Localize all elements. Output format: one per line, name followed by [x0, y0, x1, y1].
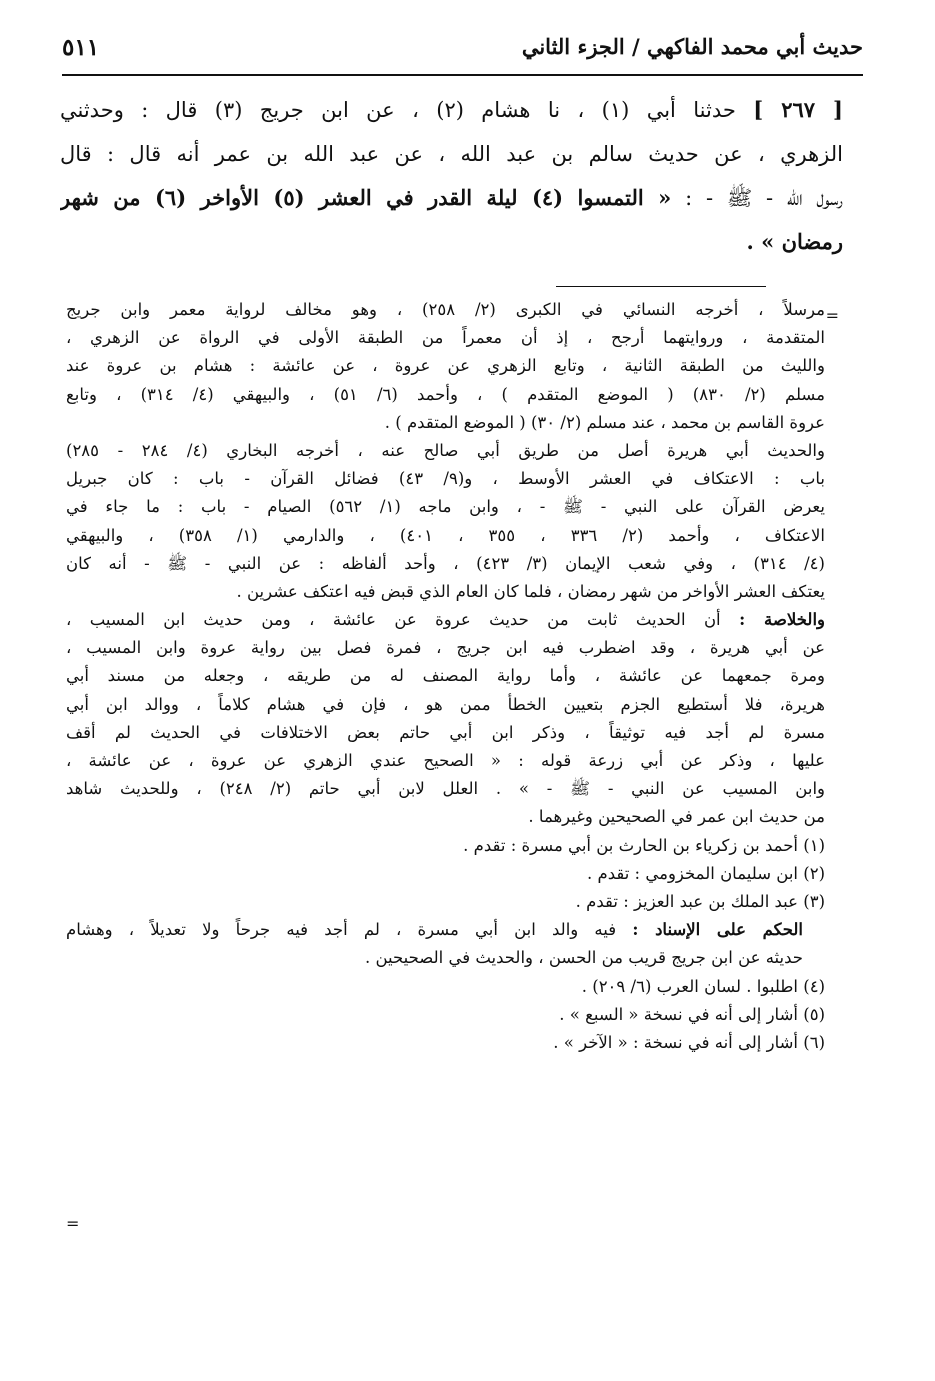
ruling-label: الحكم على الإسناد :: [632, 920, 803, 940]
numbered-footnote: (٦) أشار إلى أنه في نسخة : « الآخر » .: [553, 1032, 825, 1052]
continuation-mark: =: [825, 306, 839, 325]
header-rule: [62, 74, 863, 76]
numbered-footnote: (٥) أشار إلى أنه في نسخة « السبع » .: [559, 1004, 825, 1024]
footnote-line: مسلم (٢/ ٨٣٠) ( الموضع المتقدم ) ، وأحمد (٦/ ٥١) ، والبيهقي (٤/ ٣١٤) ، وتابع: [66, 384, 825, 404]
conclusion-line: هريرة، فلا أستطيع الجزم بتعيين الخطأ ممن هو ، فإن في هشام كلاماً ، ووالد ابن أبي: [66, 694, 825, 714]
ruling-line: [66, 916, 825, 944]
conclusion-line: [66, 606, 825, 634]
footnote-line: عروة القاسم بن محمد ، عند مسلم (٢/ ٣٠) ( الموضع المتقدم ) .: [384, 412, 825, 432]
conclusion-label: والخلاصة :: [739, 610, 825, 630]
continuation-mark-bottom: =: [66, 1214, 80, 1233]
footnote-line: الاعتكاف ، وأحمد (٢/ ٣٣٦ ، ٣٥٥ ، ٤٠١) ، والدارمي (١/ ٣٥٨) ، والبيهقي: [66, 525, 825, 545]
footnote-separator: [556, 286, 766, 287]
numbered-footnote: (١) أحمد بن زكرياء بن الحارث بن أبي مسرة : تقدم .: [463, 835, 825, 855]
numbered-footnote: (٣) عبد الملك بن عبد العزيز : تقدم .: [575, 891, 825, 911]
hadith-line-3-plain: رسول الله - ﷺ - :: [685, 186, 843, 210]
footnote-line: والحديث أبي هريرة أصل من طريق أبي صالح عنه ، أخرجه البخاري (٤/ ٢٨٤ - ٢٨٥): [66, 440, 825, 460]
hadith-line-1-text: حدثنا أبي (١) ، نا هشام (٢) ، عن ابن جريج (٣) قال : وحدثني: [60, 98, 736, 122]
conclusion-line: وابن المسيب عن النبي - ﷺ - » . العلل لابن أبي حاتم (٢/ ٢٤٨) ، وللحديث شاهد: [66, 779, 825, 799]
hadith-quote: « التمسوا (٤) ليلة القدر في العشر (٥) الأواخر (٦) من شهر: [60, 185, 672, 210]
footnote-line: يعرض القرآن على النبي - ﷺ - ، وابن ماجه (١/ ٥٦٢) الصيام - باب : ما جاء في: [66, 497, 825, 517]
footnotes: [66, 296, 825, 1057]
conclusion-line: مسرة لم أجد فيه توثيقاً ، وذكر ابن أبي حاتم بعض الاختلافات في الحديث لم أقف: [66, 722, 825, 742]
hadith-text: [60, 88, 843, 264]
footnote-line: والليث من الطبقة الثانية ، وتابع الزهري عن عروة ، عن عائشة : هشام بن عروة عند: [66, 356, 825, 376]
hadith-line-1: [60, 88, 843, 132]
numbered-footnote: (٤) اطلبوا . لسان العرب (٦/ ٢٠٩) .: [581, 976, 825, 996]
footnote-line: مرسلاً ، أخرجه النسائي في الكبرى (٢/ ٢٥٨) ، وهو مخالف لرواية معمر وابن جريج: [66, 300, 825, 319]
conclusion-line: عليها ، وذكر عن أبي زرعة قوله : « الصحيح عندي الزهري عن عروة ، عن عائشة ،: [66, 751, 825, 770]
footnote-line: (٤/ ٣١٤) ، وفي شعب الإيمان (٣/ ٤٢٣) ، وأحد ألفاظه : عن النبي - ﷺ - أنه كان: [66, 553, 825, 573]
conclusion-line: عن أبي هريرة ، وقد اضطرب فيه ابن جريج ، فمرة فصل بين رواية عروة وابن المسيب ،: [66, 638, 825, 658]
header-title: حديث أبي محمد الفاكهي / الجزء الثاني: [521, 34, 863, 59]
footnote-line: باب : الاعتكاف في العشر الأوسط ، و(٩/ ٤٣) فضائل القرآن - باب : كان جبريل: [66, 469, 825, 489]
ruling-text: فيه والد ابن أبي مسرة ، لم أجد فيه جرحاً ولا تعديلاً ، وهشام: [66, 920, 617, 940]
page-number: ٥١١: [62, 34, 100, 61]
hadith-line-4: رمضان » .: [746, 229, 843, 254]
ruling-line: حديثه عن ابن جريج قريب من الحسن ، والحديث في الصحيحين .: [364, 948, 803, 968]
footnote-line: المتقدمة ، وروايتهما أرجح ، إذ أن معمراً من الطبقة الأولى في الرواة عن الزهري ،: [66, 328, 825, 348]
conclusion-line: من حديث ابن عمر في الصحيحين وغيرهما .: [528, 807, 825, 827]
hadith-number: [ ٢٦٧ ]: [753, 97, 843, 122]
hadith-line-3: [60, 176, 843, 220]
footnote-line: يعتكف العشر الأواخر من شهر رمضان ، فلما كان العام الذي قبض فيه اعتكف عشرين .: [236, 581, 825, 601]
numbered-footnote: (٢) ابن سليمان المخزومي : تقدم .: [587, 863, 825, 883]
conclusion-line: ومرة جمعهما عن عائشة ، وأما رواية المصنف له من طريقه ، وجعله من مسند أبي: [66, 666, 825, 686]
running-header: [62, 34, 863, 74]
hadith-line-2: الزهري ، عن حديث سالم بن عبد الله ، عن عبد الله بن عمر أنه قال : قال: [60, 142, 843, 166]
conclusion-text: أن الحديث ثابت من حديث عروة عن عائشة ، ومن حديث ابن المسيب ،: [66, 610, 721, 630]
